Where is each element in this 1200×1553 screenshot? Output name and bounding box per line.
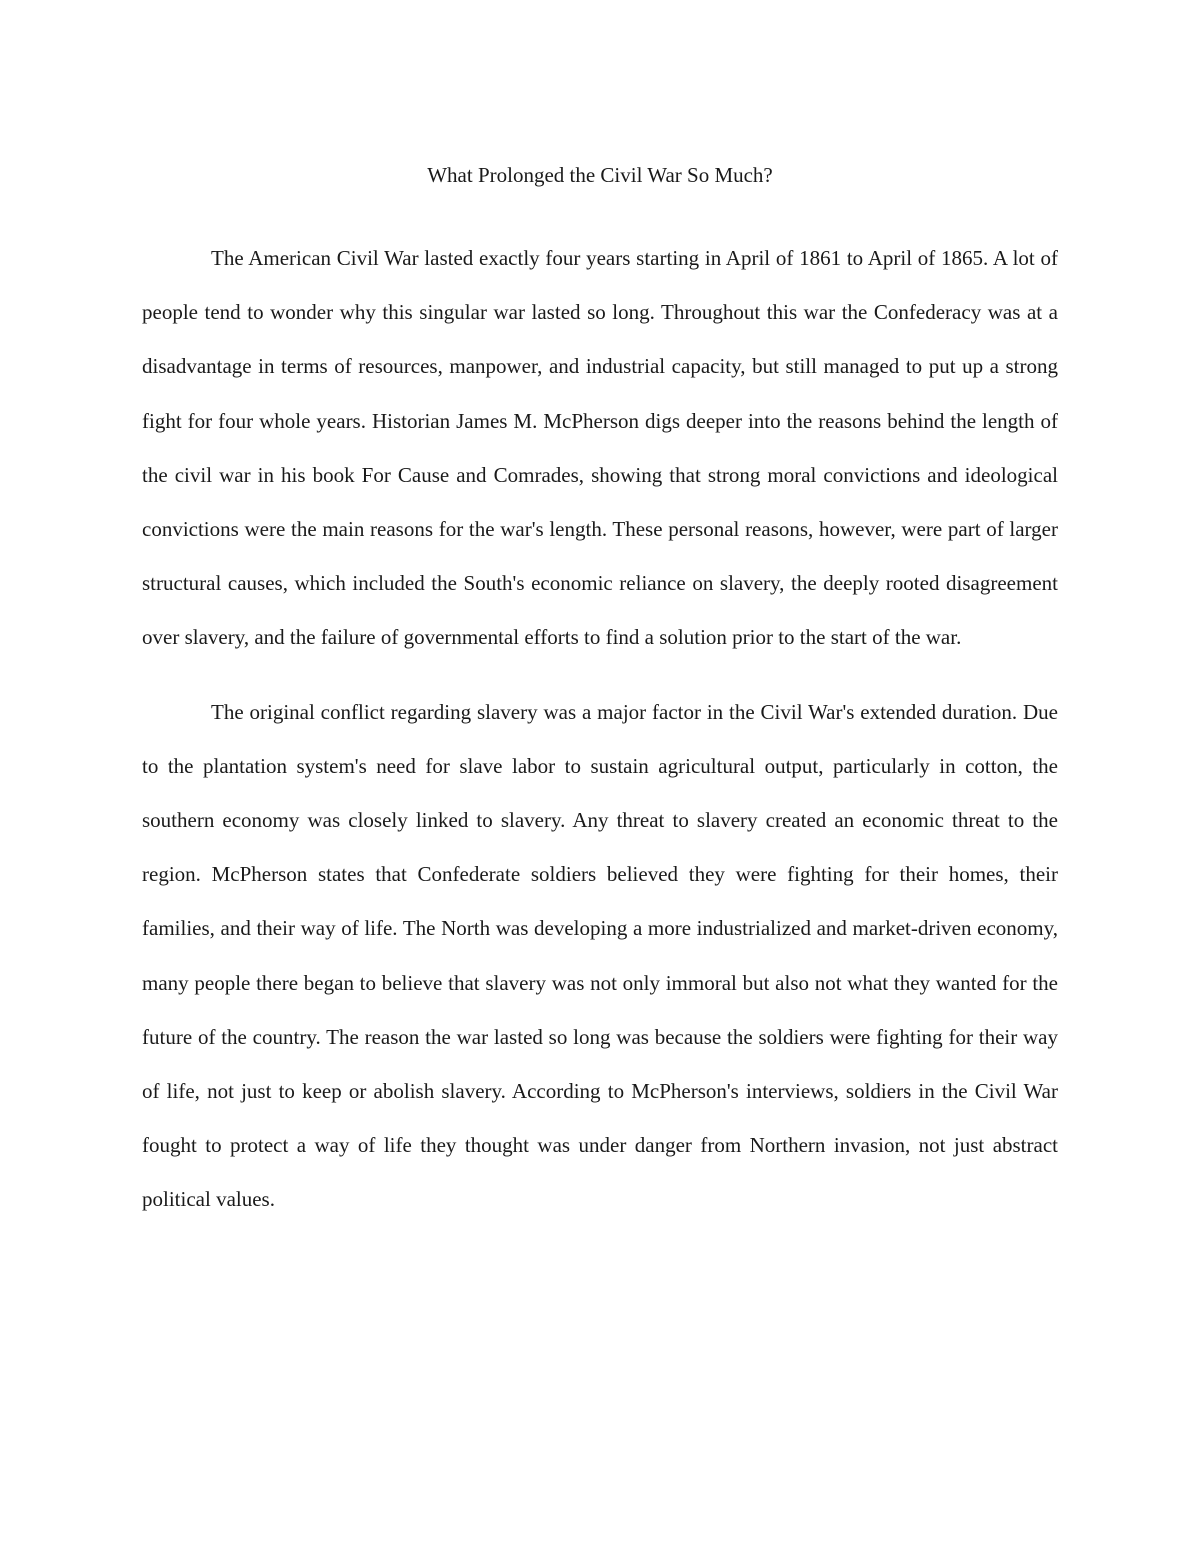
paragraph-1: The American Civil War lasted exactly four years starting in April of 1861 to April of 1865. A lot of people tend to wonder why this singular war lasted so long. Throughout this war the Confederacy was at a disadvantage in terms of resources, manpower, and industrial capacity, but still managed to put up a strong fight for four whole years. Historian James M. McPherson digs deeper into the reasons behind the length of the civil war in his book For Cause and Comrades, showing that strong moral convictions and ideological convictions were the main reasons for the war's length. These personal reasons, however, were part of larger structural causes, which included the South's economic reliance on slavery, the deeply rooted disagreement over slavery, and the failure of governmental efforts to find a solution prior to the start of the war. [142,246,1058,650]
document-body [142,231,1058,1247]
paragraph-2: The original conflict regarding slavery was a major factor in the Civil War's extended duration. Due to the plantation system's need for slave labor to sustain agricultural output, particularly in cotton, the southern economy was closely linked to slavery. Any threat to slavery created an economic threat to the region. McPherson states that Confederate soldiers believed they were fighting for their homes, their families, and their way of life. The North was developing a more industrialized and market-driven economy, many people there began to believe that slavery was not only immoral but also not what they wanted for the future of the country. The reason the war lasted so long was because the soldiers were fighting for their way of life, not just to keep or abolish slavery. According to McPherson's interviews, soldiers in the Civil War fought to protect a way of life they thought was under danger from Northern invasion, not just abstract political values. [142,699,1058,1212]
document-title: What Prolonged the Civil War So Much? [427,163,773,187]
